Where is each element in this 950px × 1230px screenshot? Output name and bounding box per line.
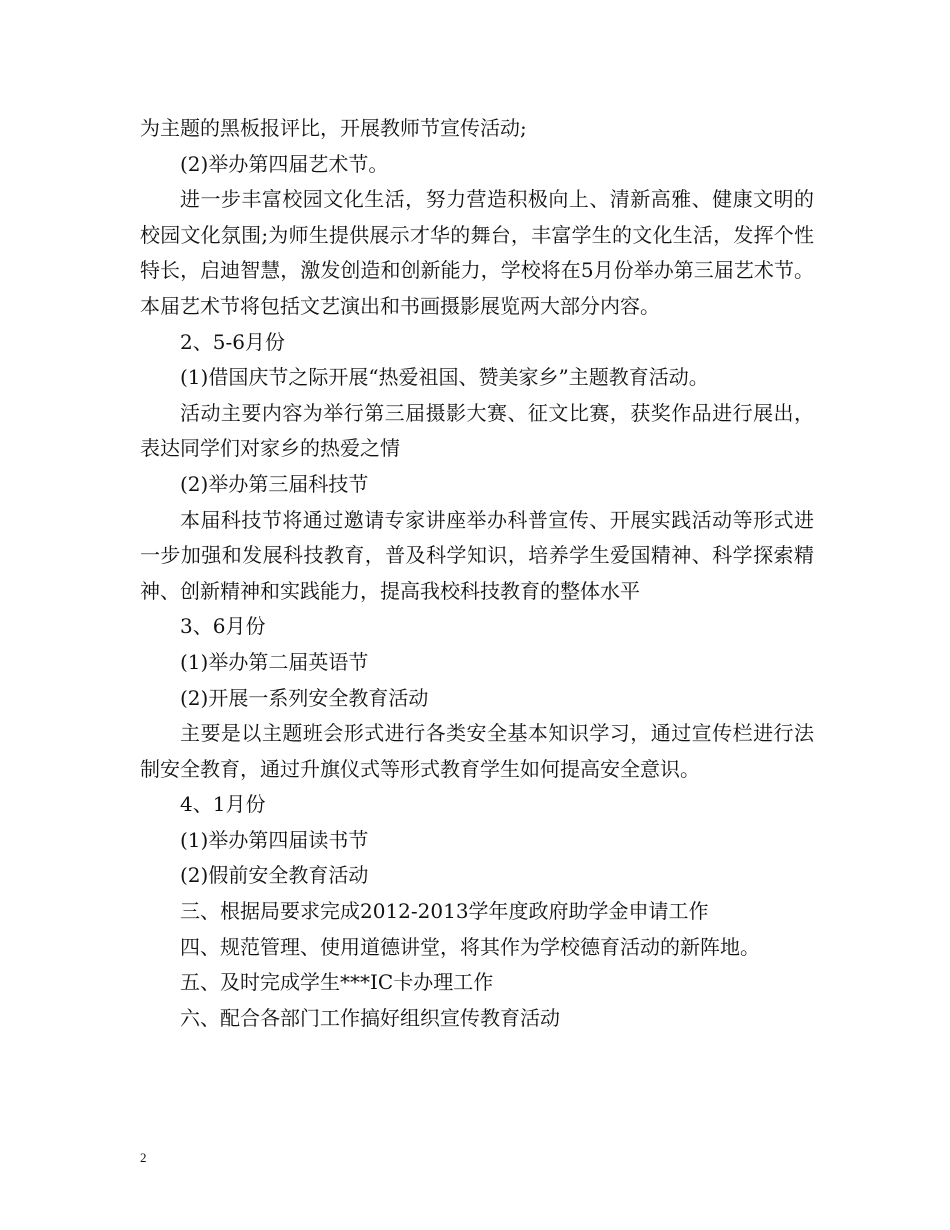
paragraph: 三、根据局要求完成2012-2013学年度政府助学金申请工作: [180, 899, 709, 924]
paragraph: (1)举办第四届读书节: [180, 827, 369, 852]
paragraph: (1)借国庆节之际开展“热爱祖国、赞美家乡”主题教育活动。: [180, 365, 709, 390]
paragraph: 活动主要内容为举行第三届摄影大赛、征文比赛，获奖作品进行展出，表达同学们对家乡的热爱之情: [140, 400, 814, 461]
paragraph: 4、1月份: [180, 792, 266, 817]
document-body: [140, 111, 814, 1036]
paragraph: 3、6月份: [180, 614, 266, 639]
paragraph: (2)假前安全教育活动: [180, 863, 369, 888]
paragraph: 进一步丰富校园文化生活，努力营造积极向上、清新高雅、健康文明的校园文化氛围;为师生提供展示才华的舞台，丰富学生的文化生活，发挥个性特长，启迪智慧，激发创造和创新能力，学校将在5月份举办第三届艺术节。本届艺术节将包括文艺演出和书画摄影展览两大部分内容。: [140, 187, 814, 318]
paragraph: (2)开展一系列安全教育活动: [180, 685, 429, 710]
paragraph: 为主题的黑板报评比，开展教师节宣传活动;: [140, 116, 527, 140]
paragraph: 五、及时完成学生***IC卡办理工作: [180, 970, 494, 995]
paragraph: (2)举办第四届艺术节。: [180, 151, 389, 176]
paragraph: (1)举办第二届英语节: [180, 649, 369, 674]
paragraph: 六、配合各部门工作搞好组织宣传教育活动: [180, 1005, 560, 1030]
paragraph: 四、规范管理、使用道德讲堂，将其作为学校德育活动的新阵地。: [180, 934, 760, 959]
paragraph: (2)举办第三届科技节: [180, 471, 369, 496]
paragraph: 本届科技节将通过邀请专家讲座举办科普宣传、开展实践活动等形式进一步加强和发展科技教育，普及科学知识，培养学生爱国精神、科学探索精神、创新精神和实践能力，提高我校科技教育的整体水平: [140, 507, 814, 603]
paragraph: 2、5-6月份: [180, 329, 285, 354]
page-number: 2: [140, 1150, 147, 1165]
paragraph: 主要是以主题班会形式进行各类安全基本知识学习，通过宣传栏进行法制安全教育，通过升旗仪式等形式教育学生如何提高安全意识。: [140, 721, 814, 781]
